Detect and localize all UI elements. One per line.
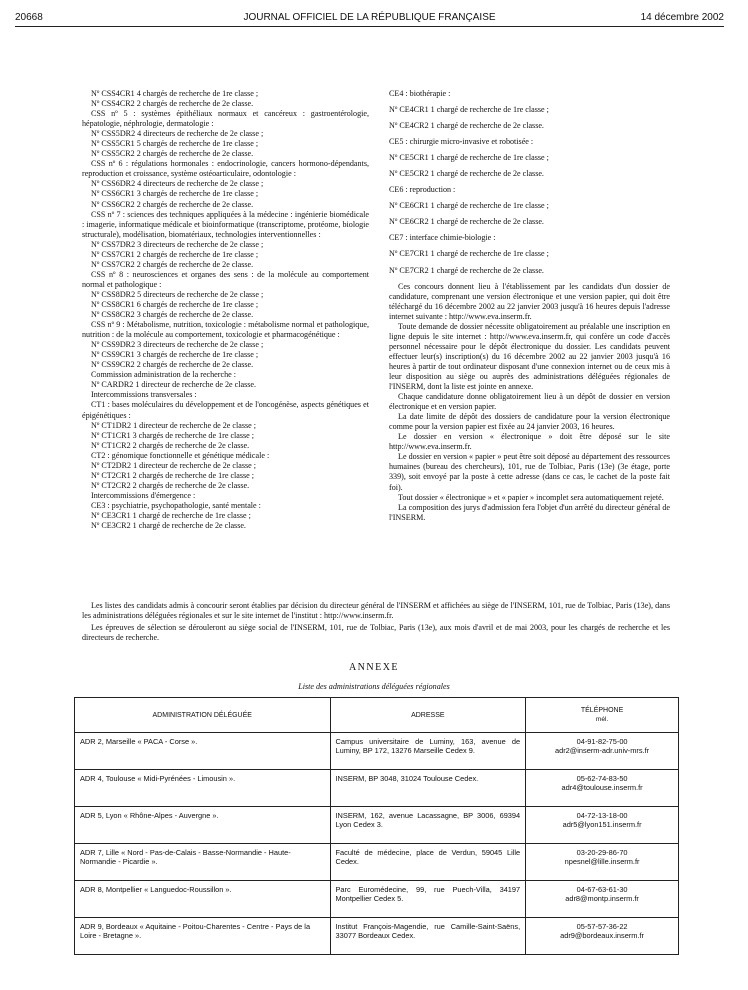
- cell-address: INSERM, 162, avenue Lacassagne, BP 3006, 69394 Lyon Cedex 3.: [330, 807, 526, 844]
- cell-administration: ADR 8, Montpellier « Languedoc-Roussillon ».: [75, 881, 331, 918]
- left-column-line: Nº CSS9DR2 3 directeurs de recherche de 2e classe ;: [91, 340, 264, 350]
- left-column-line: CSS nº 7 : sciences des techniques appliquées à la médecine : ingénierie biomédicale : imagerie, informatique médicale et bioinformatique (transcriptome, protéome, biologie structurale), modélisation, biomatériaux, technologies interventionnelles :: [82, 209, 369, 239]
- right-column-line: Nº CE7CR2 1 chargé de recherche de 2e classe.: [389, 265, 544, 275]
- table-header-row: [75, 698, 679, 733]
- table-row: [75, 881, 679, 918]
- left-column-line: Nº CSS4CR2 2 chargés de recherche de 2e classe.: [91, 99, 254, 109]
- left-column-line: CSS nº 9 : Métabolisme, nutrition, toxicologie : métabolisme normal et pathologique, nutrition : de la molécule au comportement, toxicologie et pharmacogénétique :: [82, 320, 369, 340]
- cell-administration: ADR 7, Lille « Nord - Pas-de-Calais - Basse-Normandie - Haute-Normandie - Picardie ».: [75, 844, 331, 881]
- column-header-address: ADRESSE: [330, 698, 526, 733]
- column-header-phone-label: TÉLÉPHONE: [580, 707, 624, 714]
- cell-address: Faculté de médecine, place de Verdun, 59045 Lille Cedex.: [330, 844, 526, 881]
- left-column-line: Nº CT1CR1 3 chargés de recherche de 1re classe ;: [91, 430, 255, 440]
- left-column-line: Nº CSS8CR2 3 chargés de recherche de 2e classe.: [91, 310, 254, 320]
- annex-subtitle: Liste des administrations déléguées régionales: [298, 682, 450, 691]
- right-column-line: La composition des jurys d'admission fera l'objet d'un arrêté du directeur général de l'INSERM.: [389, 502, 670, 522]
- cell-contact: [526, 918, 679, 955]
- email-address: adr9@bordeaux.inserm.fr: [560, 931, 645, 940]
- right-column-line: CE6 : reproduction :: [389, 185, 456, 195]
- table-row: [75, 733, 679, 770]
- right-column-line: Tout dossier « électronique » et « papier » incomplet sera automatiquement rejeté.: [398, 492, 664, 502]
- table-row: [75, 918, 679, 955]
- left-column-line: CSS nº 6 : régulations hormonales : endocrinologie, cancers hormono-dépendants, reproduction et croissance, système ostéoarticulaire, odontologie :: [82, 159, 369, 179]
- regional-administrations-table: [74, 697, 679, 955]
- left-column-line: Nº CT2CR1 2 chargés de recherche de 1re classe ;: [91, 470, 255, 480]
- column-header-phone: [526, 698, 679, 733]
- cell-administration: ADR 5, Lyon « Rhône-Alpes - Auvergne ».: [75, 807, 331, 844]
- right-column-line: Ces concours donnent lieu à l'établissement par les candidats d'un dossier de candidature, comprenant une version électronique et une version papier, qui doit être téléchargé du 16 décembre 2002 au 22 janvier 2003 jusqu'à 16 heures depuis l'adresse internet suivante : http://www.eva.inserm.fr.: [389, 281, 670, 321]
- header-rule: [15, 26, 724, 27]
- table-row: [75, 807, 679, 844]
- left-column-line: Nº CSS4CR1 4 chargés de recherche de 1re classe ;: [91, 89, 259, 98]
- right-column-line: Toute demande de dossier nécessite obligatoirement au préalable une inscription en ligne depuis le site internet : http://www.eva.inserm.fr, qui confère un code d'accès personnel nécessaire pour le dépôt électronique du dossier. Les candidats peuvent effectuer leur(s) inscription(s) du 16 décembre 2002 au 22 janvier 2003 jusqu'à 16 heures à partir de tout ordinateur disposant d'une connexion internet ou de ceux mis à leur disposition au siège ou auprès des administrations déléguées régionales de l'INSERM, dont la liste est jointe en annexe.: [389, 321, 670, 392]
- left-column-line: Intercommissions d'émergence :: [91, 490, 196, 500]
- left-column-line: Nº CSS5CR2 2 chargés de recherche de 2e classe.: [91, 149, 254, 159]
- column-header-email-label: mél.: [595, 716, 609, 723]
- left-column-line: CT1 : bases moléculaires du développement et de l'oncogénèse, aspects génétiques et épigénétiques :: [82, 400, 369, 420]
- table-body: [75, 733, 679, 955]
- right-column: [389, 89, 670, 523]
- cell-address: INSERM, BP 3048, 31024 Toulouse Cedex.: [330, 770, 526, 807]
- issue-date: 14 décembre 2002: [640, 12, 724, 23]
- cell-contact: [526, 733, 679, 770]
- closing-paragraphs: [82, 601, 670, 643]
- journal-title: JOURNAL OFFICIEL DE LA RÉPUBLIQUE FRANÇAISE: [243, 12, 496, 23]
- left-column-line: CSS nº 5 : systèmes épithéliaux normaux et cancéreux : gastroentérologie, hépatologie, néphrologie, dermatologie :: [82, 109, 369, 129]
- left-column-line: Nº CT1CR2 2 chargés de recherche de 2e classe.: [91, 440, 250, 450]
- right-column-line: Le dossier en version « papier » peut être soit déposé au département des ressources humaines (bureau des chercheurs), 101, rue de Tolbiac, Paris (13e) (3e étage, porte 339), soit envoyé par la poste à cette adresse (dans ce cas, le cachet de la poste fait foi).: [389, 452, 670, 492]
- phone-number: 04-91-82-75-00: [576, 737, 628, 746]
- right-column-line: Nº CE5CR2 1 chargé de recherche de 2e classe.: [389, 169, 544, 179]
- phone-number: 03-20-29-86-70: [576, 848, 628, 857]
- cell-contact: [526, 844, 679, 881]
- left-column-line: Nº CSS9CR1 3 chargés de recherche de 1re classe ;: [91, 350, 259, 360]
- phone-number: 05-57-57-36-22: [576, 922, 628, 931]
- left-column-line: Nº CSS7DR2 3 directeurs de recherche de 2e classe ;: [91, 239, 264, 249]
- left-column-line: Nº CE3CR1 1 chargé de recherche de 1re classe ;: [91, 510, 251, 520]
- left-column-line: Nº CSS6CR1 3 chargés de recherche de 1re classe ;: [91, 189, 259, 199]
- left-column-line: Nº CSS7CR2 2 chargés de recherche de 2e classe.: [91, 259, 254, 269]
- left-column: [82, 89, 369, 531]
- cell-contact: [526, 770, 679, 807]
- right-column-line: CE5 : chirurgie micro-invasive et robotisée :: [389, 137, 534, 147]
- left-column-line: Nº CSS7CR1 2 chargés de recherche de 1re classe ;: [91, 249, 259, 259]
- right-column-line: La date limite de dépôt des dossiers de candidature pour la version électronique comme pour la version papier est fixée au 24 janvier 2003, 16 heures.: [389, 412, 670, 432]
- right-column-line: Nº CE6CR1 1 chargé de recherche de 1re classe ;: [389, 201, 549, 211]
- left-column-line: CSS nº 8 : neurosciences et organes des sens : de la molécule au comportement normal et pathologique :: [82, 269, 369, 289]
- phone-number: 05-62-74-83-50: [576, 774, 628, 783]
- annex-title: ANNEXE: [348, 662, 400, 673]
- left-column-line: Nº CE3CR2 1 chargé de recherche de 2e classe.: [91, 521, 246, 531]
- right-column-line: Nº CE5CR1 1 chargé de recherche de 1re classe ;: [389, 153, 549, 163]
- phone-number: 04-67-63-61-30: [576, 885, 628, 894]
- phone-number: 04-72-13-18-00: [576, 811, 628, 820]
- paragraph-candidate-lists: Les listes des candidats admis à concourir seront établies par décision du directeur général de l'INSERM et affichées au siège de l'INSERM, 101, rue de Tolbiac, Paris (13e), dans les administrations déléguées régionales et sur le site internet de l'institut : http://www.inserm.fr.: [82, 601, 670, 621]
- right-column-line: Nº CE4CR2 1 chargé de recherche de 2e classe.: [389, 121, 544, 131]
- left-column-line: CT2 : génomique fonctionnelle et génétique médicale :: [91, 450, 270, 460]
- email-address: adr5@lyon151.inserm.fr: [562, 820, 642, 829]
- cell-administration: ADR 2, Marseille « PACA - Corse ».: [75, 733, 331, 770]
- email-address: npesnel@lille.inserm.fr: [564, 857, 640, 866]
- right-column-line: CE4 : biothérapie :: [389, 89, 451, 98]
- cell-administration: ADR 9, Bordeaux « Aquitaine - Poitou-Charentes - Centre - Pays de la Loire - Bretagne ».: [75, 918, 331, 955]
- left-column-line: Nº CARDR2 1 directeur de recherche de 2e classe.: [91, 380, 256, 390]
- right-column-line: Nº CE7CR1 1 chargé de recherche de 1re classe ;: [389, 249, 549, 259]
- cell-address: Institut François-Magendie, rue Camille-Saint-Saëns, 33077 Bordeaux Cedex.: [330, 918, 526, 955]
- right-column-line: Le dossier en version « électronique » doit être déposé sur le site http://www.eva.inserm.fr.: [389, 432, 670, 452]
- left-column-line: CE3 : psychiatrie, psychopathologie, santé mentale :: [91, 500, 261, 510]
- right-column-line: Chaque candidature donne obligatoirement lieu à un dépôt de dossier en version électronique et en version papier.: [389, 392, 670, 412]
- cell-address: Campus universitaire de Luminy, 163, avenue de Luminy, BP 172, 13276 Marseille Cedex 9.: [330, 733, 526, 770]
- email-address: adr8@montp.inserm.fr: [565, 894, 639, 903]
- table-row: [75, 844, 679, 881]
- left-column-line: Intercommissions transversales :: [91, 390, 197, 400]
- right-column-line: CE7 : interface chimie-biologie :: [389, 233, 496, 243]
- cell-contact: [526, 881, 679, 918]
- email-address: adr2@inserm-adr.univ-mrs.fr: [554, 746, 650, 755]
- right-column-line: Nº CE4CR1 1 chargé de recherche de 1re classe ;: [389, 105, 549, 115]
- left-column-line: Nº CSS6DR2 4 directeurs de recherche de 2e classe ;: [91, 179, 264, 189]
- left-column-line: Commission administration de la recherche :: [91, 370, 236, 380]
- left-column-line: Nº CSS5DR2 4 directeurs de recherche de 2e classe ;: [91, 129, 264, 139]
- left-column-line: Nº CT1DR2 1 directeur de recherche de 2e classe ;: [91, 420, 256, 430]
- table-row: [75, 770, 679, 807]
- left-column-line: Nº CSS9CR2 2 chargés de recherche de 2e classe.: [91, 360, 254, 370]
- paragraph-selection-tests: Les épreuves de sélection se dérouleront au siège social de l'INSERM, 101, rue de Tolbiac, Paris (13e), aux mois d'avril et de mai 2003, pour les chargés de recherche et les directeurs de recherche.: [82, 623, 670, 643]
- left-column-line: Nº CSS8DR2 5 directeurs de recherche de 2e classe ;: [91, 289, 264, 299]
- left-column-line: Nº CSS8CR1 6 chargés de recherche de 1re classe ;: [91, 299, 259, 309]
- left-column-line: Nº CSS5CR1 5 chargés de recherche de 1re classe ;: [91, 139, 259, 149]
- cell-administration: ADR 4, Toulouse « Midi-Pyrénées - Limousin ».: [75, 770, 331, 807]
- page-number: 20668: [15, 12, 43, 23]
- column-header-administration: ADMINISTRATION DÉLÉGUÉE: [75, 698, 331, 733]
- left-column-line: Nº CSS6CR2 2 chargés de recherche de 2e classe.: [91, 199, 254, 209]
- cell-address: Parc Euromédecine, 99, rue Puech-Villa, 34197 Montpellier Cedex 5.: [330, 881, 526, 918]
- cell-contact: [526, 807, 679, 844]
- left-column-line: Nº CT2DR2 1 directeur de recherche de 2e classe ;: [91, 460, 256, 470]
- email-address: adr4@toulouse.inserm.fr: [561, 783, 643, 792]
- left-column-line: Nº CT2CR2 2 chargés de recherche de 2e classe.: [91, 480, 250, 490]
- right-column-line: Nº CE6CR2 1 chargé de recherche de 2e classe.: [389, 217, 544, 227]
